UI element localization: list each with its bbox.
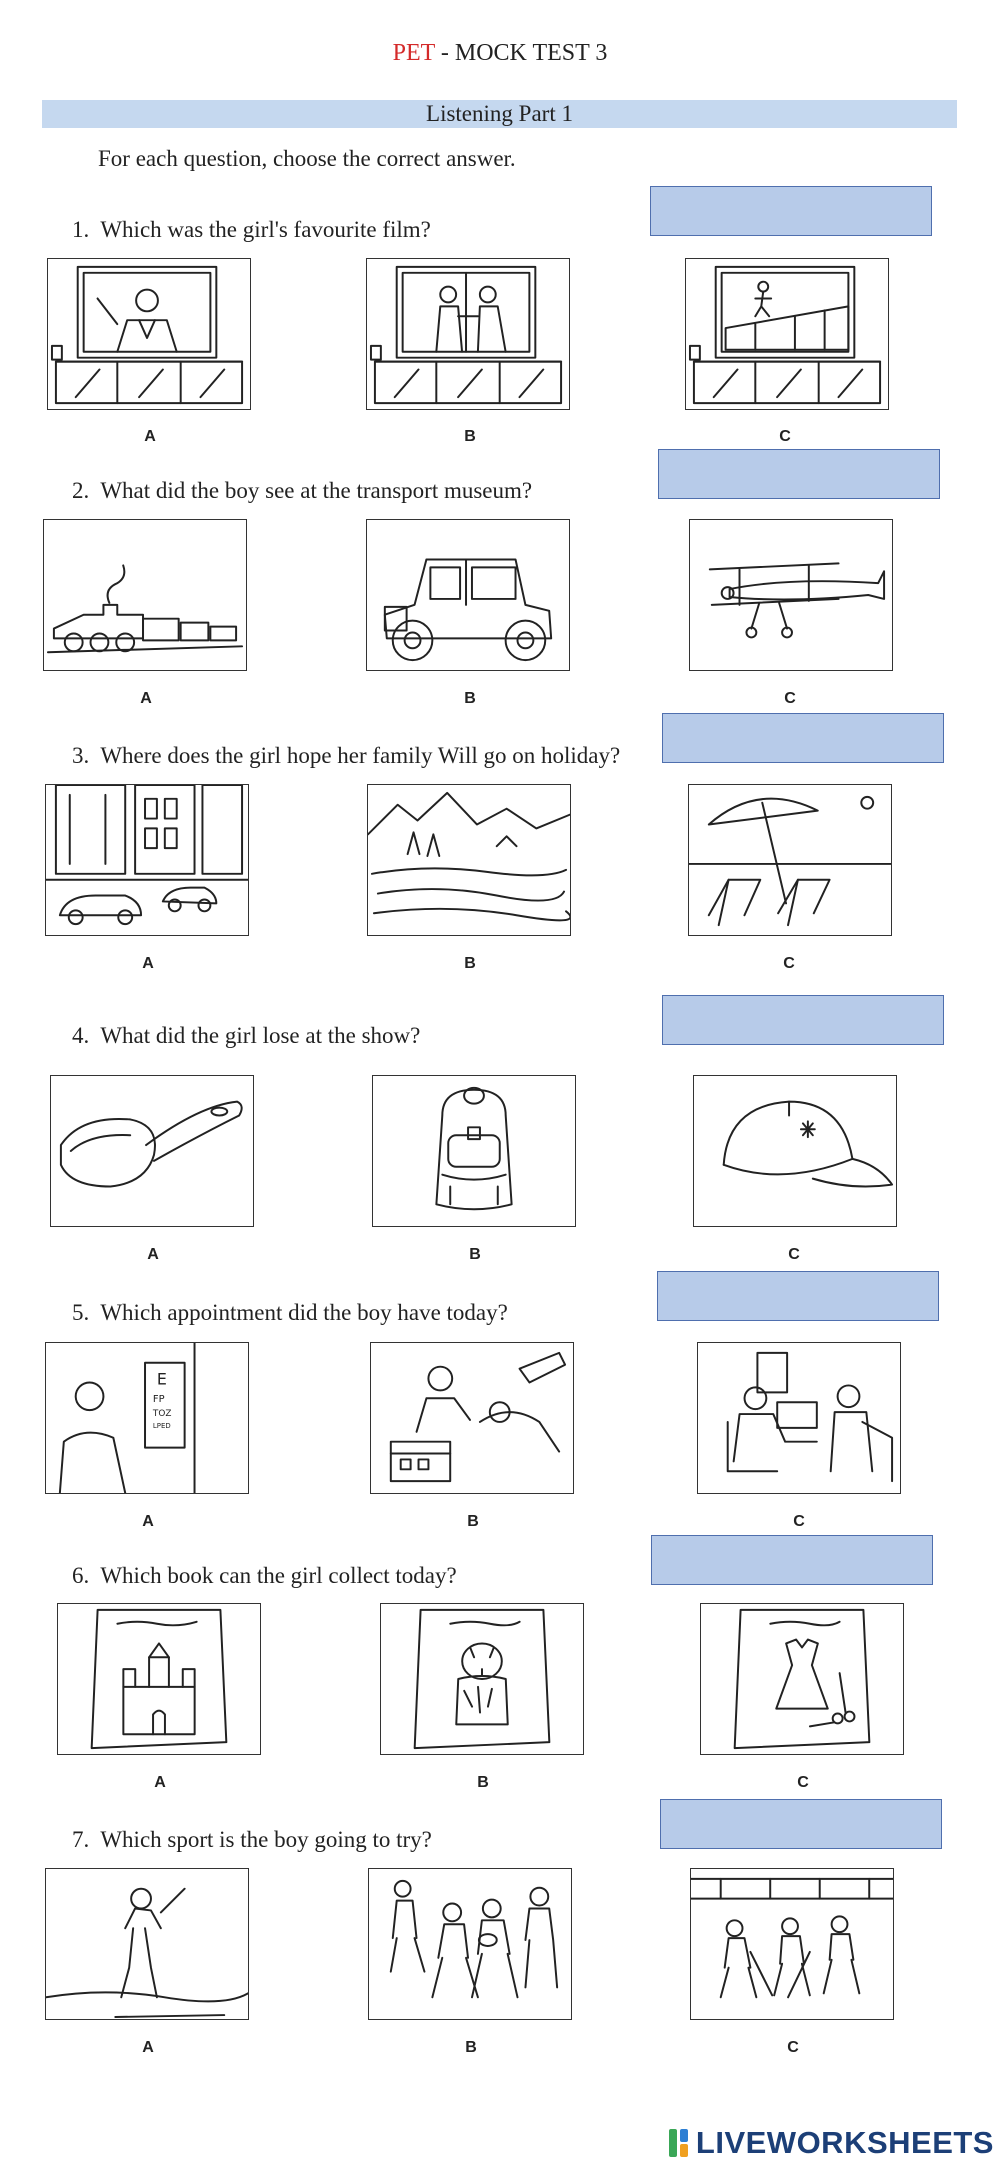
option-label: A	[142, 2039, 154, 2056]
option-picture-7-a[interactable]	[45, 1868, 249, 2020]
question-5-text	[72, 1300, 508, 1326]
option-picture-6-c[interactable]	[700, 1603, 904, 1755]
question-7-text	[72, 1827, 432, 1853]
instruction: For each question, choose the correct answer.	[98, 146, 516, 171]
dress-book-icon	[701, 1604, 903, 1754]
option-label: B	[464, 428, 476, 445]
option-picture-1-a[interactable]	[47, 258, 251, 410]
vintage-car-icon	[367, 520, 569, 670]
backpack-icon	[373, 1076, 575, 1226]
option-label: B	[464, 690, 476, 707]
option-label: A	[142, 955, 154, 972]
beach-chairs-icon	[689, 785, 891, 935]
tv-man-icon	[48, 259, 250, 409]
question-prompt: What did the boy see at the transport museum?	[100, 478, 533, 503]
question-3-text	[72, 743, 620, 769]
option-picture-4-b[interactable]	[372, 1075, 576, 1227]
option-label: A	[154, 1774, 166, 1791]
question-number: 4.	[72, 1023, 90, 1048]
castle-book-icon	[58, 1604, 260, 1754]
option-picture-2-a[interactable]	[43, 519, 247, 671]
answer-box-3[interactable]	[662, 713, 944, 763]
option-picture-4-a[interactable]	[50, 1075, 254, 1227]
option-label: C	[788, 1246, 800, 1263]
brand-text: LIVEWORKSHEETS	[695, 2125, 994, 2160]
option-picture-3-c[interactable]	[688, 784, 892, 936]
option-label: B	[465, 2039, 477, 2056]
lake-mountains-icon	[368, 785, 570, 935]
option-label: B	[464, 955, 476, 972]
ice-hockey-icon	[691, 1869, 893, 2019]
option-label: A	[142, 1513, 154, 1530]
city-street-icon	[46, 785, 248, 935]
option-label: C	[784, 690, 796, 707]
option-picture-5-a[interactable]	[45, 1342, 249, 1494]
title-prefix: PET	[392, 40, 435, 66]
brand-footer	[668, 2125, 994, 2161]
question-prompt: What did the girl lose at the show?	[100, 1023, 421, 1048]
tv-train-icon	[686, 259, 888, 409]
question-number: 1.	[72, 217, 90, 242]
answer-box-2[interactable]	[658, 449, 940, 499]
hairbrush-icon	[51, 1076, 253, 1226]
golf-icon	[46, 1869, 248, 2019]
steam-train-icon	[44, 520, 246, 670]
option-picture-6-b[interactable]	[380, 1603, 584, 1755]
eye-test-icon	[46, 1343, 248, 1493]
liveworksheets-logo-icon	[668, 2128, 690, 2158]
option-label: C	[793, 1513, 805, 1530]
question-4-text	[72, 1023, 420, 1049]
question-number: 3.	[72, 743, 90, 768]
option-picture-3-a[interactable]	[45, 784, 249, 936]
svg-text:FP: FP	[152, 1394, 165, 1406]
question-prompt: Which book can the girl collect today?	[100, 1563, 457, 1588]
option-label: A	[140, 690, 152, 707]
option-picture-1-c[interactable]	[685, 258, 889, 410]
option-label: C	[783, 955, 795, 972]
option-picture-1-b[interactable]	[366, 258, 570, 410]
option-picture-2-b[interactable]	[366, 519, 570, 671]
question-1-text	[72, 217, 431, 243]
question-prompt: Which sport is the boy going to try?	[100, 1827, 432, 1852]
option-label: C	[797, 1774, 809, 1791]
tiger-book-icon	[381, 1604, 583, 1754]
rugby-icon	[369, 1869, 571, 2019]
dentist-icon	[371, 1343, 573, 1493]
option-picture-5-c[interactable]	[697, 1342, 901, 1494]
option-picture-4-c[interactable]	[693, 1075, 897, 1227]
cap-icon	[694, 1076, 896, 1226]
answer-box-5[interactable]	[657, 1271, 939, 1321]
svg-text:TOZ: TOZ	[152, 1409, 172, 1420]
option-picture-7-b[interactable]	[368, 1868, 572, 2020]
question-6-text	[72, 1563, 457, 1589]
option-picture-3-b[interactable]	[367, 784, 571, 936]
question-prompt: Which appointment did the boy have today?	[100, 1300, 508, 1325]
svg-text:E: E	[156, 1369, 167, 1389]
option-label: A	[144, 428, 156, 445]
answer-box-6[interactable]	[651, 1535, 933, 1585]
svg-text:LPED: LPED	[152, 1421, 171, 1430]
title-rest: - MOCK TEST 3	[434, 40, 608, 66]
option-label: B	[477, 1774, 489, 1791]
doctor-icon	[698, 1343, 900, 1493]
question-number: 6.	[72, 1563, 90, 1588]
option-label: C	[787, 2039, 799, 2056]
option-label: B	[467, 1513, 479, 1530]
question-number: 7.	[72, 1827, 90, 1852]
option-label: A	[147, 1246, 159, 1263]
answer-box-4[interactable]	[662, 995, 944, 1045]
option-label: C	[779, 428, 791, 445]
answer-box-7[interactable]	[660, 1799, 942, 1849]
option-picture-2-c[interactable]	[689, 519, 893, 671]
option-picture-7-c[interactable]	[690, 1868, 894, 2020]
tv-couple-icon	[367, 259, 569, 409]
question-prompt: Which was the girl's favourite film?	[100, 217, 431, 242]
question-number: 5.	[72, 1300, 90, 1325]
section-band: Listening Part 1	[42, 100, 957, 128]
answer-box-1[interactable]	[650, 186, 932, 236]
page-title	[0, 40, 1000, 67]
option-label: B	[469, 1246, 481, 1263]
biplane-icon	[690, 520, 892, 670]
question-prompt: Where does the girl hope her family Will go on holiday?	[100, 743, 621, 768]
option-picture-5-b[interactable]	[370, 1342, 574, 1494]
option-picture-6-a[interactable]	[57, 1603, 261, 1755]
question-2-text	[72, 478, 532, 504]
question-number: 2.	[72, 478, 90, 503]
